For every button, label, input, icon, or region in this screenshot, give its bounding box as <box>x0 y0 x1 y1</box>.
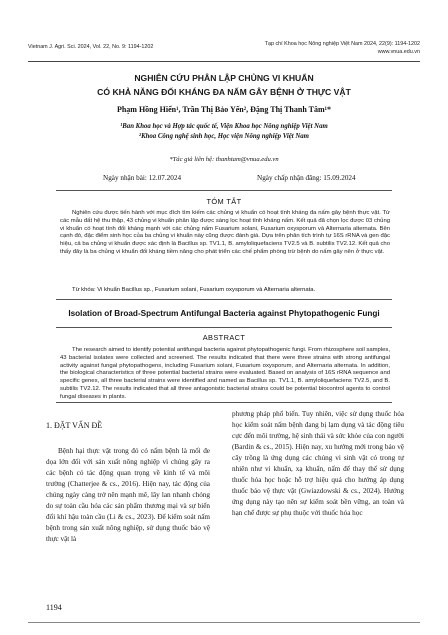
corresponding-author: *Tác giả liên hệ: thanhtam@vnua.edu.vn <box>169 156 279 163</box>
page-number: 1194 <box>46 603 62 612</box>
title-line-1: NGHIÊN CỨU PHÂN LẬP CHỦNG VI KHUẨN <box>134 73 314 83</box>
body-column-right <box>232 409 404 519</box>
paper-title-vi <box>28 71 420 99</box>
affiliations <box>28 122 420 142</box>
journal-header-vi-line1: Tạp chí Khoa học Nông nghiệp Việt Nam 2024, 22(9): 1194-1202 <box>264 41 420 47</box>
intro-paragraph-left: Bệnh hại thực vật trong đó có nấm bệnh là mối đe dọa lớn đối với sản xuất nông nghiệp vì chúng gây ra các bệnh có tác động quan trọng về kinh tế và môi trường (Chatterjee & cs., 2016). Hiện nay, tác động của chúng ngày càng trở nên mạnh mẽ, lây lan nhanh chóng do sự toàn cầu hóa các sản phẩm thương mại và sự biến đổi khí hậu toàn cầu (Li & cs., 2023). Để kiểm soát nấm bệnh trong sản xuất nông nghiệp, sử dụng thuốc bảo vệ thực vật là <box>46 447 210 543</box>
affiliation-1: ¹Ban Khoa học và Hợp tác quốc tế, Viện Khoa học Nông nghiệp Việt Nam <box>120 123 328 130</box>
divider-bottom-vi-abstract <box>56 299 392 300</box>
accepted-date: Ngày chấp nhận đăng: 15.09.2024 <box>257 174 356 182</box>
journal-header-vi <box>265 40 420 56</box>
vi-keywords: Từ khóa: Vi khuẩn Bacillus sp., Fusarium solani, Fusarium oxysporum và Alternaria alternata. <box>72 287 316 293</box>
divider-top-vi-abstract <box>56 190 392 191</box>
vi-abstract-text: Nghiên cứu được tiến hành với mục đích tìm kiếm các chủng vi khuẩn có hoạt tính kháng đa nấm gây bệnh thực vật. Từ các mẫu đất hệ thu thập, 43 chủng vi khuẩn phân lập được sàng lọc hoạt tính kháng nấm. Kết quả đã chọn lọc được 03 chủng vi khuẩn có hoạt tính đối kháng mạnh với các chủng nấm Fusarium solani, Fusarium oxysporum và Alternaria alternata. Bên cạnh đó, đặc điểm sinh học của ba chủng vi khuẩn này cũng được đánh giá. Dựa trên phân tích trình tự 16S rRNA và gen đặc hiệu, cả ba chủng vi khuẩn được xác định là Bacillus sp. TV1.1, B. amyloliquefaciens TV2.5 và B. subtilis TV2.12. Kết quả cho thấy đây là ba chủng vi khuẩn đối kháng tiềm năng cho phát triển các chế phẩm phòng trừ bệnh do nấm gây nên ở thực vật. <box>60 210 391 255</box>
divider-bottom-en-abstract <box>56 402 392 403</box>
footer-divider <box>28 622 420 623</box>
body-column-left <box>46 446 210 545</box>
journal-website[interactable]: www.vnua.edu.vn <box>377 49 420 55</box>
affiliation-2: ²Khoa Công nghệ sinh học, Học viện Nông nghiệp Việt Nam <box>139 133 309 140</box>
journal-header-en: Vietnam J. Agri. Sci. 2024, Vol. 22, No. 9: 1194-1202 <box>28 44 154 50</box>
en-abstract-heading: ABSTRACT <box>202 333 246 342</box>
received-date: Ngày nhận bài: 12.07.2024 <box>103 174 182 182</box>
section-heading-introduction: 1. ĐẶT VẤN ĐỀ <box>46 421 103 430</box>
vi-abstract-heading: TÓM TẮT <box>206 197 242 206</box>
title-line-2: CÓ KHẢ NĂNG ĐỐI KHÁNG ĐA NẤM GÂY BỆNH Ở THỰC VẬT <box>97 87 351 97</box>
paper-title-en: Isolation of Broad-Spectrum Antifungal Bacteria against Phytopathogenic Fungi <box>68 309 380 318</box>
en-abstract-body <box>60 347 390 402</box>
vi-abstract-body <box>60 210 390 257</box>
header-divider <box>28 61 420 62</box>
en-abstract-text: The research aimed to identify potential antifungal bacteria against phytopathogenic fungi. From rhizosphere soil samples, 43 bacterial isolates were collected and screened. The results indicated that there were three strains with strong antifungal activity against fungal phytopathogens, including Fusarium solani, Fusarium oxysporum, and Alternaria alternata. In addition, the biological characteristics of three potential bacterial strains were evaluated. Based on analysis of 16S rRNA sequence and specific genes, all three bacterial strains were identified and named as Bacillus sp. TV1.1, B. amyloliquefaciens TV2.5, and B. subtilis TV2.12. The results indicated that all three antagonistic bacterial strains could be potential biocontrol agents to control fungal diseases in plants. <box>60 347 390 400</box>
author-list: Phạm Hồng Hiển¹, Trần Thị Bảo Yến², Đặng Thị Thanh Tâm¹* <box>116 105 332 114</box>
divider-top-en-abstract <box>56 327 392 328</box>
intro-paragraph-right: phương pháp phổ biến. Tuy nhiên, việc sử dụng thuốc hóa học kiểm soát nấm bệnh đang bị lạm dụng và tác động tiêu cực đến môi trường, hệ sinh thái và sức khỏe của con người (Bardin & cs., 2015). Hiện nay, xu hướng mới trong bảo vệ cây trồng là ứng dụng các chủng vi sinh vật có trong tự nhiên như vi khuẩn, xạ khuẩn, nấm để thay thế sử dụng thuốc hóa học hoặc hỗ trợ hiệu quả cho hướng áp dụng thuốc bảo vệ thực vật (Gwiazdowski & cs., 2024). Hướng ứng dụng này tạo nên sự kiểm soát bền vững, an toàn và hạn chế được sự phụ thuộc với thuốc hóa học <box>232 410 404 517</box>
